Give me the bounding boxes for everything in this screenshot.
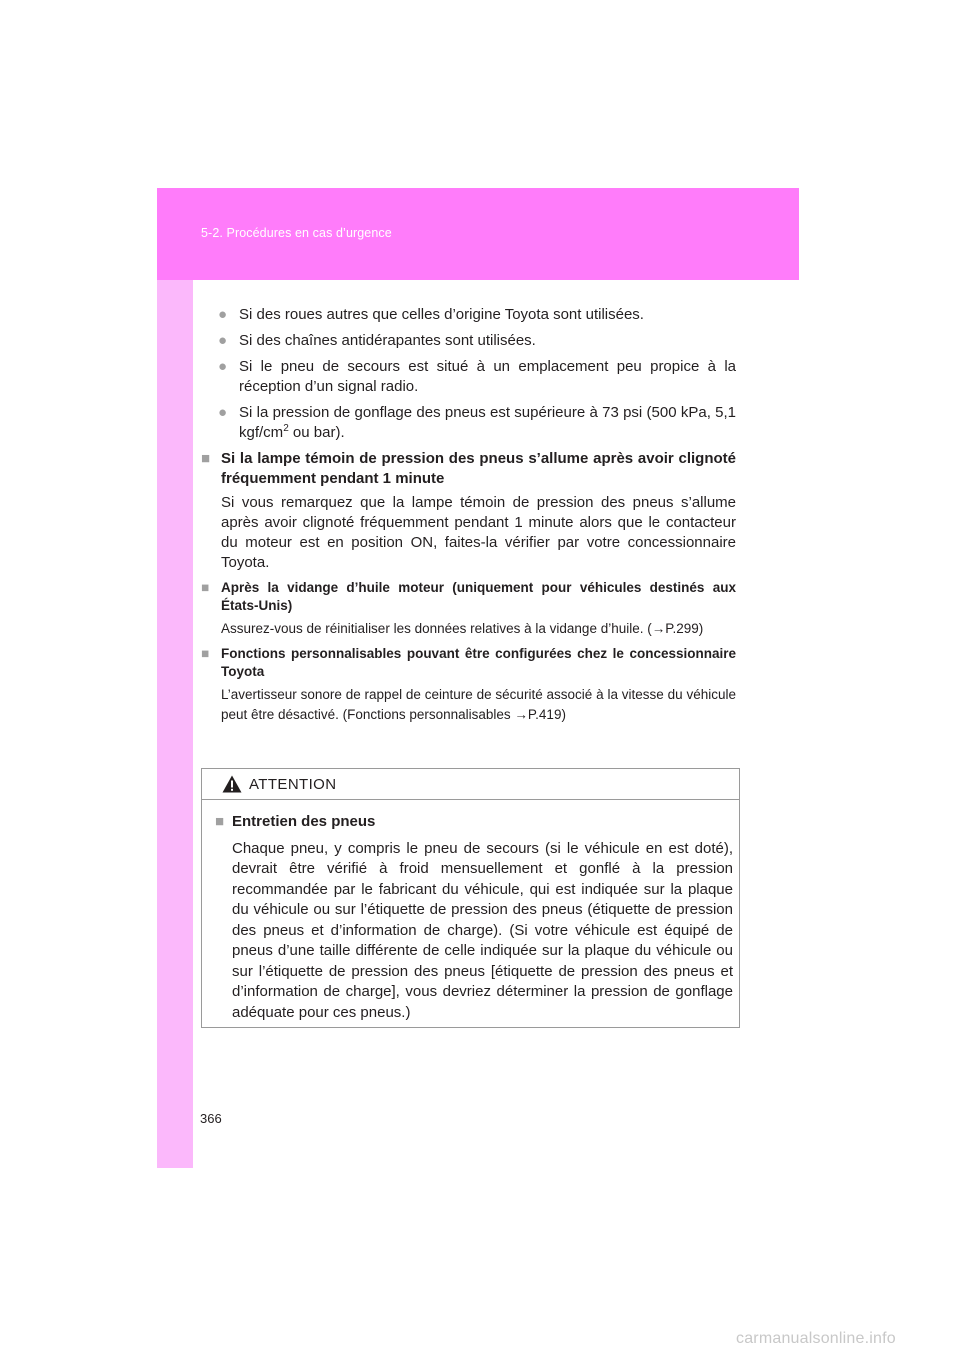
section-heading-text: Après la vidange d’huile moteur (uniquement pour véhicules destinés aux États-Unis): [221, 580, 736, 613]
section-title: 5-2. Procédures en cas d’urgence: [201, 226, 392, 240]
attention-box: [201, 768, 740, 1028]
section-body: L’avertisseur sonore de rappel de ceinture de sécurité associé à la vitesse du véhicule peut être désactivé. (Fonctions personnalisables →P.419): [221, 687, 736, 722]
section-heading: [201, 449, 736, 489]
attention-label: ATTENTION: [249, 775, 337, 793]
bullet-text-end: ou bar).: [288, 424, 345, 441]
bullet-item: [218, 305, 736, 325]
main-content: [201, 305, 736, 729]
circle-bullet-icon: ●: [218, 332, 228, 349]
attention-heading-text: Entretien des pneus: [232, 813, 376, 830]
bullet-text: Si des chaînes antidérapantes sont utilisées.: [239, 332, 536, 349]
watermark[interactable]: carmanualsonline.info: [736, 1330, 896, 1347]
warning-triangle-icon: [222, 775, 242, 793]
attention-text: Chaque pneu, y compris le pneu de secours (si le véhicule en est doté), devrait être vérifié à froid mensuellement et gonflé à la pression recommandée par le fabricant du véhicule, qui est indiquée sur la plaque du véhicule ou sur l’étiquette de pression des pneus (étiquette de pression des pneus et d’information de charge). (Si votre véhicule est équipé de pneus d’une taille différente de celle indiquée sur la plaque du véhicule ou sur l’étiquette de pression des pneus [étiquette de pression des pneus et d’information de charge], vous devriez déterminer la pression de gonflage adéquate pour ces pneus.): [232, 839, 733, 1021]
bullet-item: [218, 403, 736, 443]
bullet-text: Si la pression de gonflage des pneus est supérieure à 73 psi (500 kPa, 5,1 kgf/cm: [239, 404, 736, 441]
square-bullet-icon: ■: [215, 813, 225, 830]
side-color-band: [157, 188, 193, 1168]
bullet-item: [218, 331, 736, 351]
section-body: Si vous remarquez que la lampe témoin de pression des pneus s’allume après avoir clignoté fréquemment pendant 1 minute alors que le contacteur du moteur est en position ON, faites-la vérifier par votre concessionnaire Toyota.: [221, 494, 736, 571]
page-number: 366: [200, 1111, 222, 1126]
attention-body: [202, 800, 739, 1023]
section-body: Assurez-vous de réinitialiser les données relatives à la vidange d’huile. (→P.299): [221, 621, 704, 636]
circle-bullet-icon: ●: [218, 306, 228, 323]
superscript: 2: [283, 423, 289, 434]
attention-heading: [215, 812, 733, 833]
bullet-text: Si le pneu de secours est situé à un emplacement peu propice à la réception d’un signal radio.: [239, 358, 736, 395]
bullet-text: Si des roues autres que celles d’origine Toyota sont utilisées.: [239, 306, 644, 323]
section-heading-text: Fonctions personnalisables pouvant être configurées chez le concessionnaire Toyota: [221, 646, 736, 679]
square-bullet-icon: ■: [201, 646, 210, 661]
circle-bullet-icon: ●: [218, 358, 228, 375]
square-bullet-icon: ■: [201, 450, 211, 467]
circle-bullet-icon: ●: [218, 404, 228, 421]
square-bullet-icon: ■: [201, 580, 210, 595]
bullet-item: [218, 357, 736, 397]
section-heading: [201, 645, 736, 681]
section-heading-text: Si la lampe témoin de pression des pneus s’allume après avoir clignoté fréquemment pendant 1 minute: [221, 450, 736, 487]
attention-header: [202, 769, 739, 800]
section-heading: [201, 579, 736, 615]
